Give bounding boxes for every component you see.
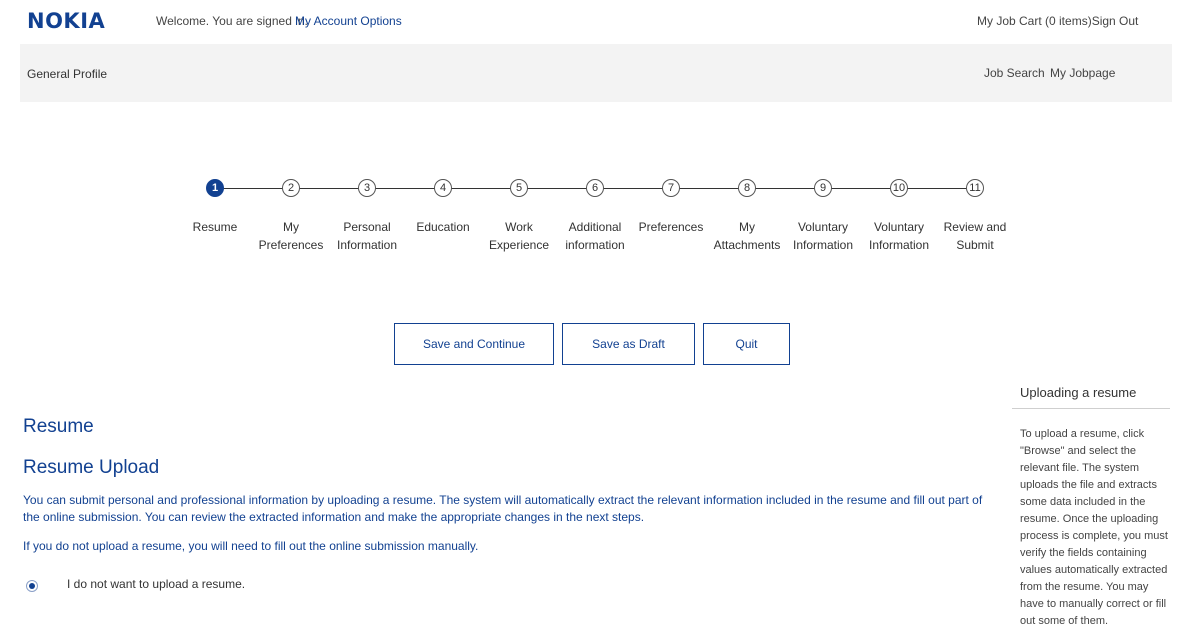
my-account-options-link[interactable]: My Account Options [295, 14, 402, 28]
step-11-label: Review and Submit [943, 220, 1007, 252]
save-as-draft-button[interactable]: Save as Draft [562, 323, 695, 365]
nokia-logo[interactable]: NOKIA [27, 9, 106, 33]
step-1-circle[interactable]: 1 [206, 179, 224, 197]
resume-heading: Resume [23, 416, 94, 437]
radio-selected-dot [29, 583, 35, 589]
manual-submission-note: If you do not upload a resume, you will need to fill out the online submission manually. [23, 539, 479, 553]
job-search-link[interactable]: Job Search [984, 66, 1045, 80]
step-8-circle[interactable]: 8 [738, 179, 756, 197]
step-11-circle[interactable]: 11 [966, 179, 984, 197]
job-cart-link[interactable]: My Job Cart (0 items) [977, 14, 1092, 28]
save-and-continue-button[interactable]: Save and Continue [394, 323, 554, 365]
no-upload-radio[interactable] [26, 580, 38, 592]
step-3-label: Personal Information [336, 220, 398, 252]
step-9-label: Voluntary Information [792, 220, 854, 252]
quit-button[interactable]: Quit [703, 323, 790, 365]
welcome-text: Welcome. You are signed in. [156, 14, 308, 28]
step-10-label: Voluntary Information [868, 220, 930, 252]
step-8-label: My Attachments [713, 220, 781, 252]
sign-out-link[interactable]: Sign Out [1091, 14, 1139, 28]
step-9-circle[interactable]: 9 [814, 179, 832, 197]
step-7-circle[interactable]: 7 [662, 179, 680, 197]
step-3-circle[interactable]: 3 [358, 179, 376, 197]
no-upload-label[interactable]: I do not want to upload a resume. [67, 577, 246, 591]
step-2-circle[interactable]: 2 [282, 179, 300, 197]
progress-steps [0, 0, 1202, 300]
step-6-label: Additional information [565, 220, 625, 252]
step-7-label: Preferences [638, 220, 704, 234]
step-4-circle[interactable]: 4 [434, 179, 452, 197]
step-10-circle[interactable]: 10 [890, 179, 908, 197]
my-jobpage-link[interactable]: My Jobpage [1050, 66, 1116, 80]
step-5-circle[interactable]: 5 [510, 179, 528, 197]
nav-title: General Profile [27, 67, 108, 81]
sidebar-help-text: To upload a resume, click "Browse" and select the relevant file. The system uploads the file and extracts some data included in the resume. Once the uploading process is complete, you must verify the fields containing values automatically extracted from the resume. You may have to manually correct or fill out some of them. [1020, 428, 1168, 627]
resume-upload-heading: Resume Upload [23, 457, 160, 478]
sidebar-divider [1012, 408, 1170, 409]
sidebar-title: Uploading a resume [1020, 385, 1137, 400]
step-5-label: Work Experience [488, 220, 550, 252]
step-4-label: Education [416, 220, 470, 234]
step-1-label: Resume [192, 220, 238, 234]
step-2-label: My Preferences [258, 220, 324, 252]
resume-upload-intro: You can submit personal and professional information by uploading a resume. The system will automatically extract the relevant information included in the resume and fill out part of the online submission. You can review the extracted information and make the appropriate changes in the next steps. [23, 493, 983, 524]
step-6-circle[interactable]: 6 [586, 179, 604, 197]
